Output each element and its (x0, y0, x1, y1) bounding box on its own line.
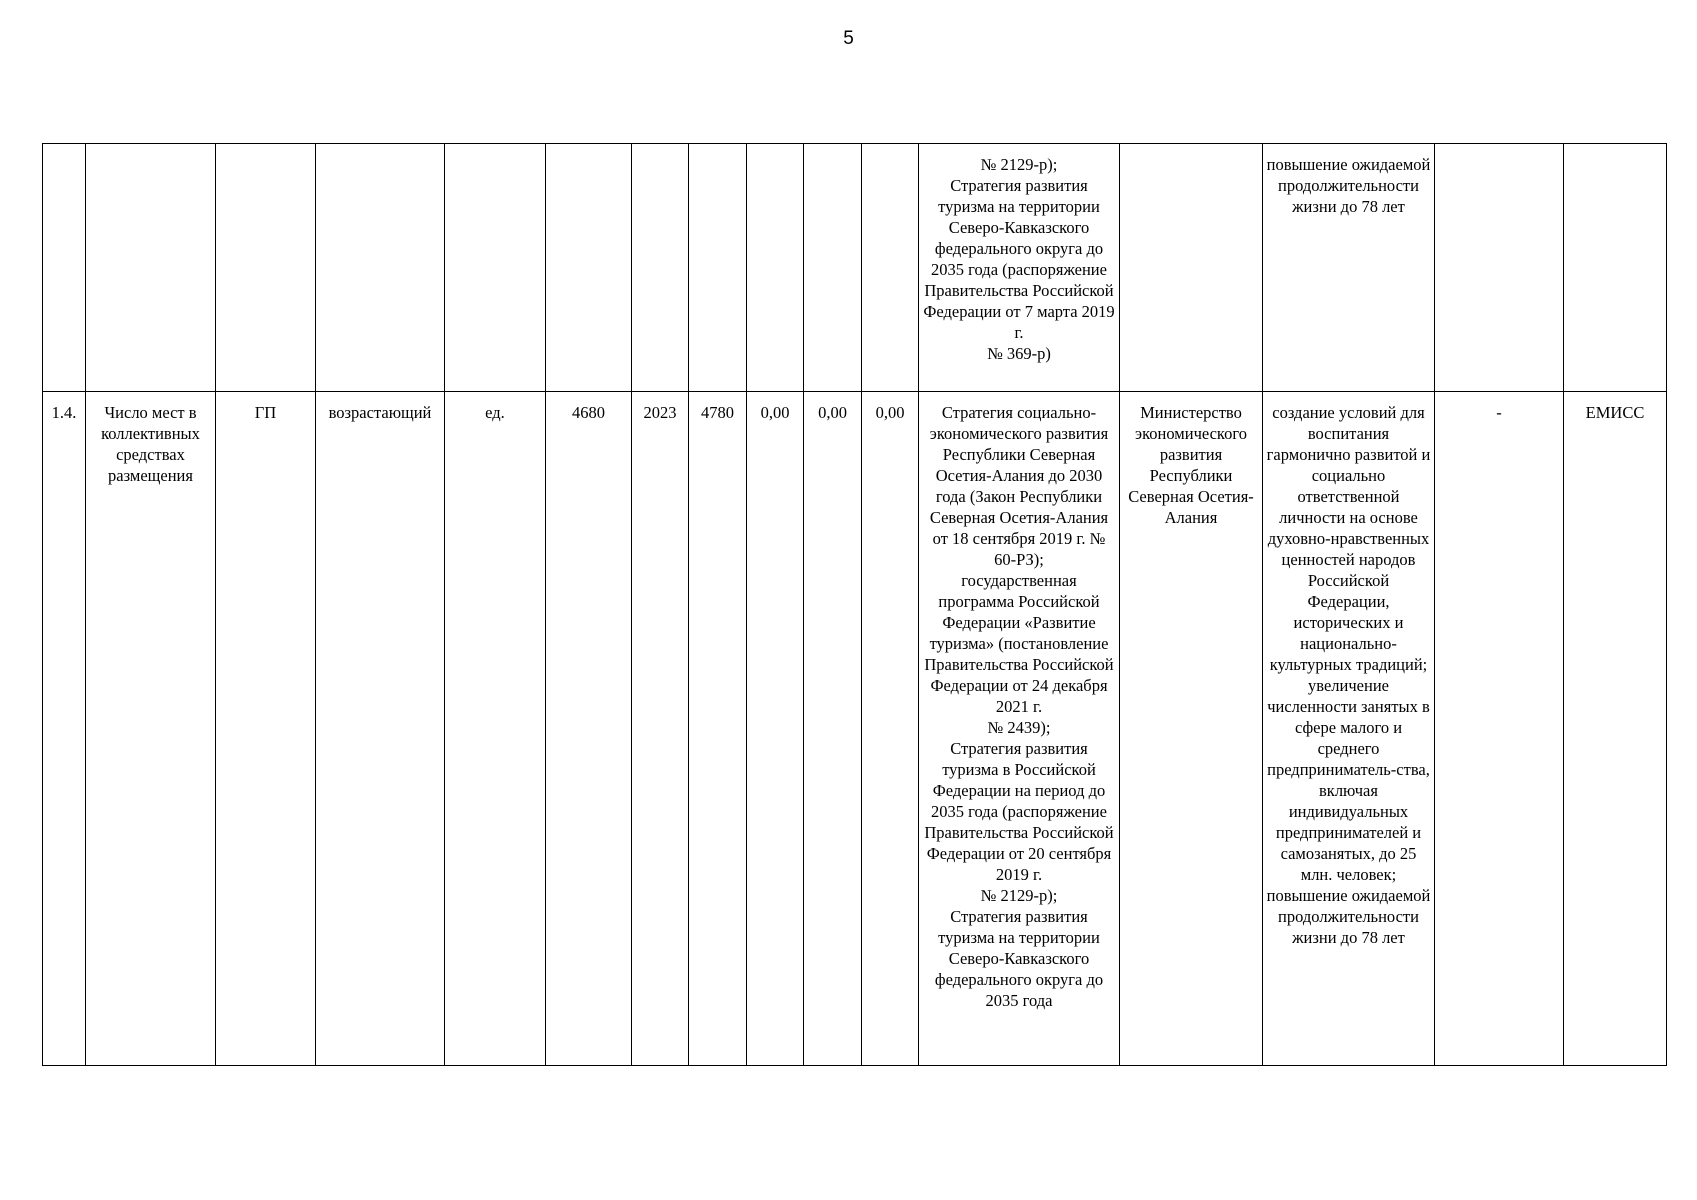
cell-value-4 (862, 144, 919, 392)
table-row (43, 144, 1667, 392)
cell-base-year: 2023 (632, 392, 689, 1066)
cell-base-year (632, 144, 689, 392)
cell-responsible (1120, 144, 1263, 392)
table-row (43, 392, 1667, 1066)
cell-info-system: ЕМИСС (1564, 392, 1667, 1066)
cell-level (216, 144, 316, 392)
cell-value-3 (804, 144, 862, 392)
cell-value-2: 0,00 (747, 392, 804, 1066)
cell-indicator-name: Число мест в коллективных средствах размещения (86, 392, 216, 1066)
cell-base-value (546, 144, 632, 392)
cell-unit (445, 144, 546, 392)
cell-number: 1.4. (43, 392, 86, 1066)
cell-unit: ед. (445, 392, 546, 1066)
cell-related: - (1435, 392, 1564, 1066)
cell-info-system (1564, 144, 1667, 392)
cell-trend: возрастающий (316, 392, 445, 1066)
cell-value-1: 4780 (689, 392, 747, 1066)
cell-base-value: 4680 (546, 392, 632, 1066)
cell-goals: создание условий для воспитания гармонично развитой и социально ответственной личности на основе духовно-нравственных ценностей народов Российской Федерации, исторических и национально-культурных традиций; увеличение численности занятых в сфере малого и среднего предприниматель-ства, включая индивидуальных предпринимателей и самозанятых, до 25 млн. человек; повышение ожидаемой продолжительности жизни до 78 лет (1263, 392, 1435, 1066)
cell-documents: № 2129-р); Стратегия развития туризма на территории Северо-Кавказского федерального округа до 2035 года (распоряжение Правительства Российской Федерации от 7 марта 2019 г. № 369-р) (919, 144, 1120, 392)
page-number: 5 (843, 28, 854, 49)
cell-responsible: Министерство экономического развития Республики Северная Осетия-Алания (1120, 392, 1263, 1066)
cell-goals: повышение ожидаемой продолжительности жизни до 78 лет (1263, 144, 1435, 392)
cell-related (1435, 144, 1564, 392)
cell-value-1 (689, 144, 747, 392)
cell-value-3: 0,00 (804, 392, 862, 1066)
cell-indicator-name (86, 144, 216, 392)
cell-documents: Стратегия социально-экономического развития Республики Северная Осетия-Алания до 2030 года (Закон Республики Северная Осетия-Алания от 18 сентября 2019 г. № 60-РЗ); государственная программа Российской Федерации «Развитие туризма» (постановление Правительства Российской Федерации от 24 декабря 2021 г. № 2439); Стратегия развития туризма в Российской Федерации на период до 2035 года (распоряжение Правительства Российской Федерации от 20 сентября 2019 г. № 2129-р); Стратегия развития туризма на территории Северо-Кавказского федерального округа до 2035 года (919, 392, 1120, 1066)
cell-value-2 (747, 144, 804, 392)
cell-number (43, 144, 86, 392)
cell-level: ГП (216, 392, 316, 1066)
cell-trend (316, 144, 445, 392)
indicators-table (42, 143, 1667, 1066)
cell-value-4: 0,00 (862, 392, 919, 1066)
